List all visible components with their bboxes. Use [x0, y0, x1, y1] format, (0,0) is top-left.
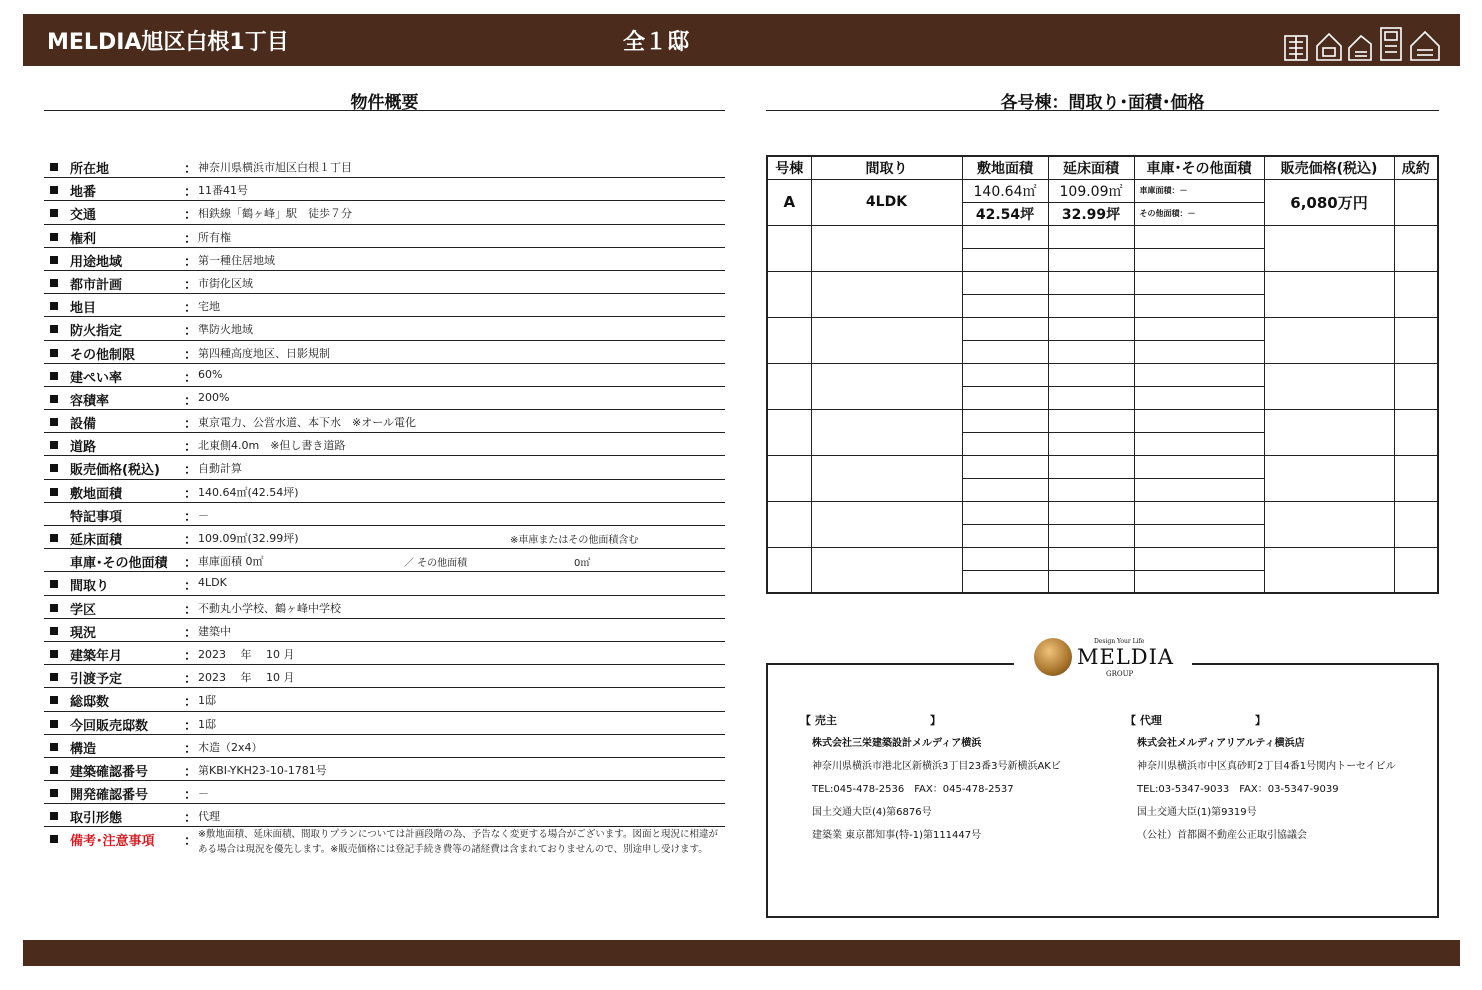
- empty-cell: [1048, 363, 1134, 386]
- overview-label: 所在地: [70, 162, 110, 177]
- colon: ：: [184, 672, 198, 688]
- overview-value: 代理: [198, 810, 220, 824]
- agent-license1: 国土交通大臣(1)第9319号: [1137, 807, 1257, 818]
- empty-cell: [1134, 294, 1264, 317]
- colon: ：: [184, 509, 198, 525]
- empty-cell: [1264, 547, 1394, 593]
- empty-cell: [1048, 547, 1134, 570]
- overview-label: 学区: [70, 602, 97, 618]
- bullet-square-icon: [50, 812, 58, 820]
- colon: ：: [184, 695, 198, 711]
- bullet-square-icon: [50, 372, 58, 380]
- overview-value: 車庫面積 0㎡: [198, 555, 264, 569]
- colon: ：: [184, 185, 198, 201]
- overview-row: [44, 781, 725, 804]
- empty-cell: [1134, 547, 1264, 570]
- overview-row: [44, 572, 725, 595]
- overview-label: 販売価格(税込): [70, 463, 160, 479]
- units-title: 各号棟：間取り･面積･価格: [1000, 93, 1205, 113]
- agent-license2: （公社）首都圏不動産公正取引協議会: [1137, 830, 1307, 841]
- overview-value: 1邸: [198, 717, 216, 731]
- overview-row: [44, 225, 725, 248]
- overview-value: 140.64㎡(42.54坪): [198, 485, 299, 499]
- bullet-square-icon: [50, 441, 58, 449]
- colon: ：: [184, 347, 198, 363]
- bullet-square-icon: [50, 673, 58, 681]
- bullet-square-icon: [50, 789, 58, 797]
- col-header-land-area: 敷地面積: [962, 156, 1048, 179]
- empty-cell: [1048, 317, 1134, 340]
- bullet-square-icon: [50, 604, 58, 612]
- overview-label: 総邸数: [70, 695, 110, 711]
- empty-cell: [811, 225, 962, 271]
- empty-cell: [1394, 455, 1438, 501]
- empty-cell: [1048, 455, 1134, 478]
- overview-row: [44, 364, 725, 387]
- overview-value: ※敷地面積、延床面積、間取りプランについては計画段階の為、予告なく変更する場合がございます。図面と現況に相違がある場合は現況を優先します。※販売価格には登記手続き費等の諸経費は含まれておりませんので、別途申し受けます。: [198, 829, 719, 856]
- bullet-square-icon: [50, 186, 58, 194]
- overview-label: 地目: [70, 301, 97, 317]
- agent-address: 神奈川県横浜市中区真砂町2丁目4番1号関内トーセイビル: [1137, 761, 1396, 772]
- col-header-garage-area: 車庫･その他面積: [1134, 156, 1264, 179]
- empty-cell: [1394, 409, 1438, 455]
- empty-cell: [767, 317, 811, 363]
- overview-row: [44, 456, 725, 479]
- colon: ：: [184, 231, 198, 247]
- overview-row: [44, 549, 725, 572]
- overview-label: 設備: [70, 417, 97, 433]
- overview-label: 引渡予定: [70, 672, 123, 688]
- unit-price: 6,080万円: [1264, 179, 1394, 225]
- overview-row: [44, 665, 725, 688]
- overview-row: [44, 410, 725, 433]
- seller-address: 神奈川県横浜市港北区新横浜3丁目23番3号新横浜AKビ: [812, 761, 1061, 772]
- other-area-label: ／ その他面積: [404, 558, 468, 570]
- colon: ：: [184, 393, 198, 409]
- seller-license1: 国土交通大臣(4)第6876号: [812, 807, 932, 818]
- overview-row: [44, 178, 725, 201]
- overview-row: [44, 387, 725, 410]
- colon: ：: [184, 486, 198, 502]
- unit-land-tsubo: 42.54坪: [962, 202, 1048, 225]
- bullet-square-icon: [50, 464, 58, 472]
- logo-tagline: Design Your Life: [1094, 638, 1145, 645]
- overview-label: 現況: [70, 625, 97, 641]
- table-row: [767, 363, 1438, 386]
- overview-value: 4LDK: [198, 576, 227, 590]
- overview-row: [44, 294, 725, 317]
- empty-cell: [1134, 340, 1264, 363]
- empty-cell: [1264, 455, 1394, 501]
- empty-cell: [1394, 317, 1438, 363]
- col-header-price: 販売価格(税込): [1264, 156, 1394, 179]
- overview-label: 容積率: [70, 393, 110, 409]
- unit-contract: [1394, 179, 1438, 225]
- overview-label: 間取り: [70, 579, 110, 595]
- overview-label: 建築確認番号: [70, 764, 149, 780]
- bullet-square-icon: [50, 580, 58, 588]
- bullet-square-icon: [50, 418, 58, 426]
- empty-cell: [1134, 317, 1264, 340]
- empty-cell: [962, 478, 1048, 501]
- overview-label: 道路: [70, 440, 97, 456]
- bullet-square-icon: [50, 743, 58, 751]
- empty-cell: [1134, 478, 1264, 501]
- bullet-square-icon: [50, 720, 58, 728]
- colon: ：: [184, 208, 198, 224]
- empty-cell: [1394, 271, 1438, 317]
- empty-cell: [1394, 547, 1438, 593]
- overview-value: 準防火地域: [198, 323, 253, 337]
- logo-name: MELDIA: [1077, 645, 1175, 669]
- empty-cell: [1048, 409, 1134, 432]
- agent-name: 株式会社メルディアリアルティ横浜店: [1137, 738, 1305, 749]
- overview-label: 都市計画: [70, 277, 123, 293]
- seller-info: [800, 712, 1061, 849]
- overview-value: 不動丸小学校、鶴ヶ峰中学校: [198, 601, 341, 615]
- overview-row: [44, 619, 725, 642]
- overview-value: 東京電力、公営水道、本下水 ※オール電化: [198, 416, 416, 430]
- empty-cell: [1048, 340, 1134, 363]
- overview-value: 建築中: [198, 624, 231, 638]
- colon: ：: [184, 741, 198, 757]
- empty-cell: [1048, 386, 1134, 409]
- empty-cell: [1264, 271, 1394, 317]
- overview-label: 建築年月: [70, 648, 123, 664]
- overview-value: 相鉄線「鶴ヶ峰」駅 徒歩７分: [198, 207, 352, 221]
- overview-value: 所有権: [198, 230, 231, 244]
- unit-land-sqm: 140.64㎡: [962, 179, 1048, 202]
- bullet-square-icon: [50, 163, 58, 171]
- overview-row: [44, 596, 725, 619]
- bullet-square-icon: [50, 302, 58, 310]
- house-icon-5: [1411, 32, 1439, 60]
- overview-row: [44, 735, 725, 758]
- colon: ：: [184, 417, 198, 433]
- empty-cell: [1394, 363, 1438, 409]
- empty-cell: [767, 409, 811, 455]
- empty-cell: [962, 294, 1048, 317]
- unit-id: A: [767, 179, 811, 225]
- empty-cell: [962, 524, 1048, 547]
- colon: ：: [184, 579, 198, 595]
- empty-cell: [811, 455, 962, 501]
- empty-cell: [1264, 317, 1394, 363]
- colon: ：: [184, 625, 198, 641]
- empty-cell: [1134, 501, 1264, 524]
- empty-cell: [1048, 225, 1134, 248]
- empty-cell: [962, 363, 1048, 386]
- bullet-square-icon: [50, 650, 58, 658]
- colon: ：: [184, 162, 198, 177]
- header-bar: [23, 14, 1460, 66]
- colon: ：: [184, 764, 198, 780]
- overview-value: 第KBI-YKH23-10-1781号: [198, 763, 327, 777]
- empty-cell: [1264, 501, 1394, 547]
- seller-tel: TEL:045-478-2536 FAX：045-478-2537: [812, 784, 1014, 795]
- overview-label: 備考･注意事項: [70, 834, 155, 850]
- empty-cell: [962, 386, 1048, 409]
- empty-cell: [811, 409, 962, 455]
- empty-cell: [1134, 363, 1264, 386]
- overview-row: [44, 758, 725, 781]
- empty-cell: [1048, 570, 1134, 593]
- empty-cell: [962, 225, 1048, 248]
- empty-cell: [1048, 501, 1134, 524]
- overview-value: 第一種住居地域: [198, 253, 275, 267]
- overview-value: －: [198, 508, 209, 522]
- bullet-square-icon: [50, 279, 58, 287]
- bullet-square-icon: [50, 627, 58, 635]
- empty-cell: [1134, 409, 1264, 432]
- empty-cell: [962, 340, 1048, 363]
- agent-info: [1125, 712, 1396, 849]
- col-header-layout: 間取り: [811, 156, 962, 179]
- overview-title-rule: [44, 110, 725, 111]
- empty-cell: [1048, 294, 1134, 317]
- overview-row: [44, 433, 725, 456]
- empty-cell: [962, 248, 1048, 271]
- overview-value: 2023 年 10 月: [198, 647, 295, 661]
- overview-value: 北東側4.0m ※但し書き道路: [198, 439, 346, 453]
- overview-row: [44, 804, 725, 827]
- overview-label: 今回販売邸数: [70, 718, 149, 734]
- colon: ：: [184, 834, 198, 850]
- empty-cell: [1048, 248, 1134, 271]
- overview-row: [44, 712, 725, 735]
- empty-cell: [962, 271, 1048, 294]
- empty-cell: [1134, 432, 1264, 455]
- page-title: MELDIA旭区白根1丁目: [47, 30, 289, 55]
- units-title-rule: [766, 110, 1439, 111]
- empty-cell: [1134, 271, 1264, 294]
- overview-row: [44, 271, 725, 294]
- empty-cell: [962, 432, 1048, 455]
- empty-cell: [767, 547, 811, 593]
- empty-cell: [1264, 363, 1394, 409]
- colon: ：: [184, 254, 198, 270]
- unit-count: 全１邸: [623, 30, 690, 55]
- overview-row: [44, 480, 725, 503]
- empty-cell: [1134, 455, 1264, 478]
- unit-layout: 4LDK: [811, 179, 962, 225]
- overview-row: [44, 155, 725, 178]
- overview-value: 神奈川県横浜市旭区白根１丁目: [198, 161, 352, 174]
- empty-cell: [1264, 225, 1394, 271]
- overview-value: 宅地: [198, 300, 220, 314]
- table-row: [767, 501, 1438, 524]
- house-icon-4: [1381, 28, 1401, 60]
- unit-floor-tsubo: 32.99坪: [1048, 202, 1134, 225]
- empty-cell: [962, 501, 1048, 524]
- col-header-contract: 成約: [1394, 156, 1438, 179]
- bullet-square-icon: [50, 233, 58, 241]
- overview-value: 11番41号: [198, 184, 248, 198]
- colon: ：: [184, 301, 198, 317]
- overview-list: [44, 155, 725, 861]
- colon: ：: [184, 277, 198, 293]
- empty-cell: [1048, 478, 1134, 501]
- table-row: [767, 271, 1438, 294]
- empty-cell: [962, 570, 1048, 593]
- empty-cell: [767, 271, 811, 317]
- empty-cell: [1134, 248, 1264, 271]
- table-row: [767, 547, 1438, 570]
- col-header-unit: 号棟: [767, 156, 811, 179]
- overview-label: 車庫･その他面積: [70, 556, 168, 572]
- units-table: [766, 155, 1439, 594]
- agent-role: 【 代理 】: [1125, 714, 1266, 727]
- overview-row: [44, 201, 725, 224]
- overview-value: 109.09㎡(32.99坪): [198, 532, 299, 545]
- overview-row: [44, 317, 725, 340]
- overview-value: 自動計算: [198, 462, 242, 476]
- overview-row: [44, 642, 725, 665]
- empty-cell: [811, 271, 962, 317]
- colon: ：: [184, 463, 198, 479]
- seller-license2: 建築業 東京都知事(特-1)第111447号: [812, 830, 982, 841]
- colon: ：: [184, 788, 198, 804]
- col-header-floor-area: 延床面積: [1048, 156, 1134, 179]
- overview-label: 延床面積: [70, 533, 123, 548]
- bullet-square-icon: [50, 349, 58, 357]
- unit-garage: 車庫面積：－: [1134, 179, 1264, 202]
- overview-value: 2023 年 10 月: [198, 671, 295, 685]
- empty-cell: [1394, 501, 1438, 547]
- meldia-logo: [1014, 628, 1192, 694]
- empty-cell: [1134, 386, 1264, 409]
- overview-label: 構造: [70, 741, 97, 757]
- empty-cell: [1134, 524, 1264, 547]
- overview-label: 開発確認番号: [70, 788, 149, 804]
- table-row: [767, 179, 1438, 202]
- overview-row: [44, 688, 725, 711]
- unit-other: その他面積：－: [1134, 202, 1264, 225]
- empty-cell: [767, 225, 811, 271]
- table-row: [767, 409, 1438, 432]
- empty-cell: [811, 317, 962, 363]
- overview-value: 市街化区域: [198, 276, 253, 290]
- logo-sub: GROUP: [1106, 670, 1134, 678]
- house-icon-2: [1317, 34, 1341, 60]
- overview-label: 取引形態: [70, 811, 123, 827]
- overview-label: 交通: [70, 208, 97, 224]
- colon: ：: [184, 370, 198, 386]
- overview-row: [44, 503, 725, 526]
- overview-label: 建ぺい率: [70, 370, 123, 386]
- table-row: [767, 455, 1438, 478]
- empty-cell: [962, 317, 1048, 340]
- colon: ：: [184, 533, 198, 548]
- bullet-square-icon: [50, 488, 58, 496]
- bullet-square-icon: [50, 835, 58, 843]
- unit-floor-sqm: 109.09㎡: [1048, 179, 1134, 202]
- bullet-square-icon: [50, 209, 58, 217]
- seller-name: 株式会社三栄建築設計メルディア横浜: [812, 738, 982, 749]
- overview-row: [44, 526, 725, 549]
- seller-role: 【 売主 】: [800, 714, 941, 727]
- overview-row: [44, 248, 725, 271]
- bullet-square-icon: [50, 256, 58, 264]
- house-icons: [1283, 24, 1453, 64]
- empty-cell: [1048, 271, 1134, 294]
- footer-bar: [23, 940, 1460, 966]
- overview-label: 特記事項: [70, 509, 123, 525]
- empty-cell: [767, 455, 811, 501]
- overview-label: その他制限: [70, 347, 136, 363]
- empty-cell: [1394, 225, 1438, 271]
- empty-cell: [767, 501, 811, 547]
- house-icon-1: [1285, 36, 1307, 60]
- agent-tel: TEL:03-5347-9033 FAX：03-5347-9039: [1137, 784, 1339, 795]
- colon: ：: [184, 440, 198, 456]
- overview-title: 物件概要: [350, 93, 419, 113]
- empty-cell: [811, 547, 962, 593]
- overview-value: 200%: [198, 390, 230, 404]
- overview-label: 用途地域: [70, 254, 123, 270]
- overview-label: 敷地面積: [70, 486, 123, 502]
- overview-row: [44, 827, 725, 861]
- overview-label: 権利: [70, 231, 97, 247]
- bullet-square-icon: [50, 696, 58, 704]
- house-icon-3: [1349, 36, 1371, 60]
- colon: ：: [184, 602, 198, 618]
- empty-cell: [962, 547, 1048, 570]
- empty-cell: [1048, 524, 1134, 547]
- empty-cell: [767, 363, 811, 409]
- bullet-square-icon: [50, 325, 58, 333]
- overview-note: ※車庫またはその他面積含む: [510, 535, 639, 546]
- overview-value: －: [198, 787, 209, 801]
- table-row: [767, 225, 1438, 248]
- empty-cell: [1048, 432, 1134, 455]
- empty-cell: [1264, 409, 1394, 455]
- empty-cell: [962, 455, 1048, 478]
- overview-value: 木造（2x4）: [198, 740, 263, 754]
- overview-value: 1邸: [198, 694, 216, 708]
- other-area-value: 0㎡: [574, 558, 591, 570]
- colon: ：: [184, 648, 198, 664]
- empty-cell: [1134, 570, 1264, 593]
- overview-value: 第四種高度地区、日影規制: [198, 346, 330, 360]
- colon: ：: [184, 556, 198, 572]
- empty-cell: [811, 363, 962, 409]
- logo-emblem-icon: [1034, 638, 1072, 676]
- units-header-row: [767, 156, 1438, 179]
- empty-cell: [1134, 225, 1264, 248]
- colon: ：: [184, 718, 198, 734]
- overview-label: 地番: [70, 185, 97, 201]
- empty-cell: [962, 409, 1048, 432]
- bullet-square-icon: [50, 534, 58, 542]
- table-row: [767, 317, 1438, 340]
- colon: ：: [184, 811, 198, 827]
- overview-value: 60%: [198, 367, 223, 381]
- overview-label: 防火指定: [70, 324, 123, 340]
- bullet-square-icon: [50, 766, 58, 774]
- overview-row: [44, 341, 725, 364]
- colon: ：: [184, 324, 198, 340]
- bullet-square-icon: [50, 395, 58, 403]
- empty-cell: [811, 501, 962, 547]
